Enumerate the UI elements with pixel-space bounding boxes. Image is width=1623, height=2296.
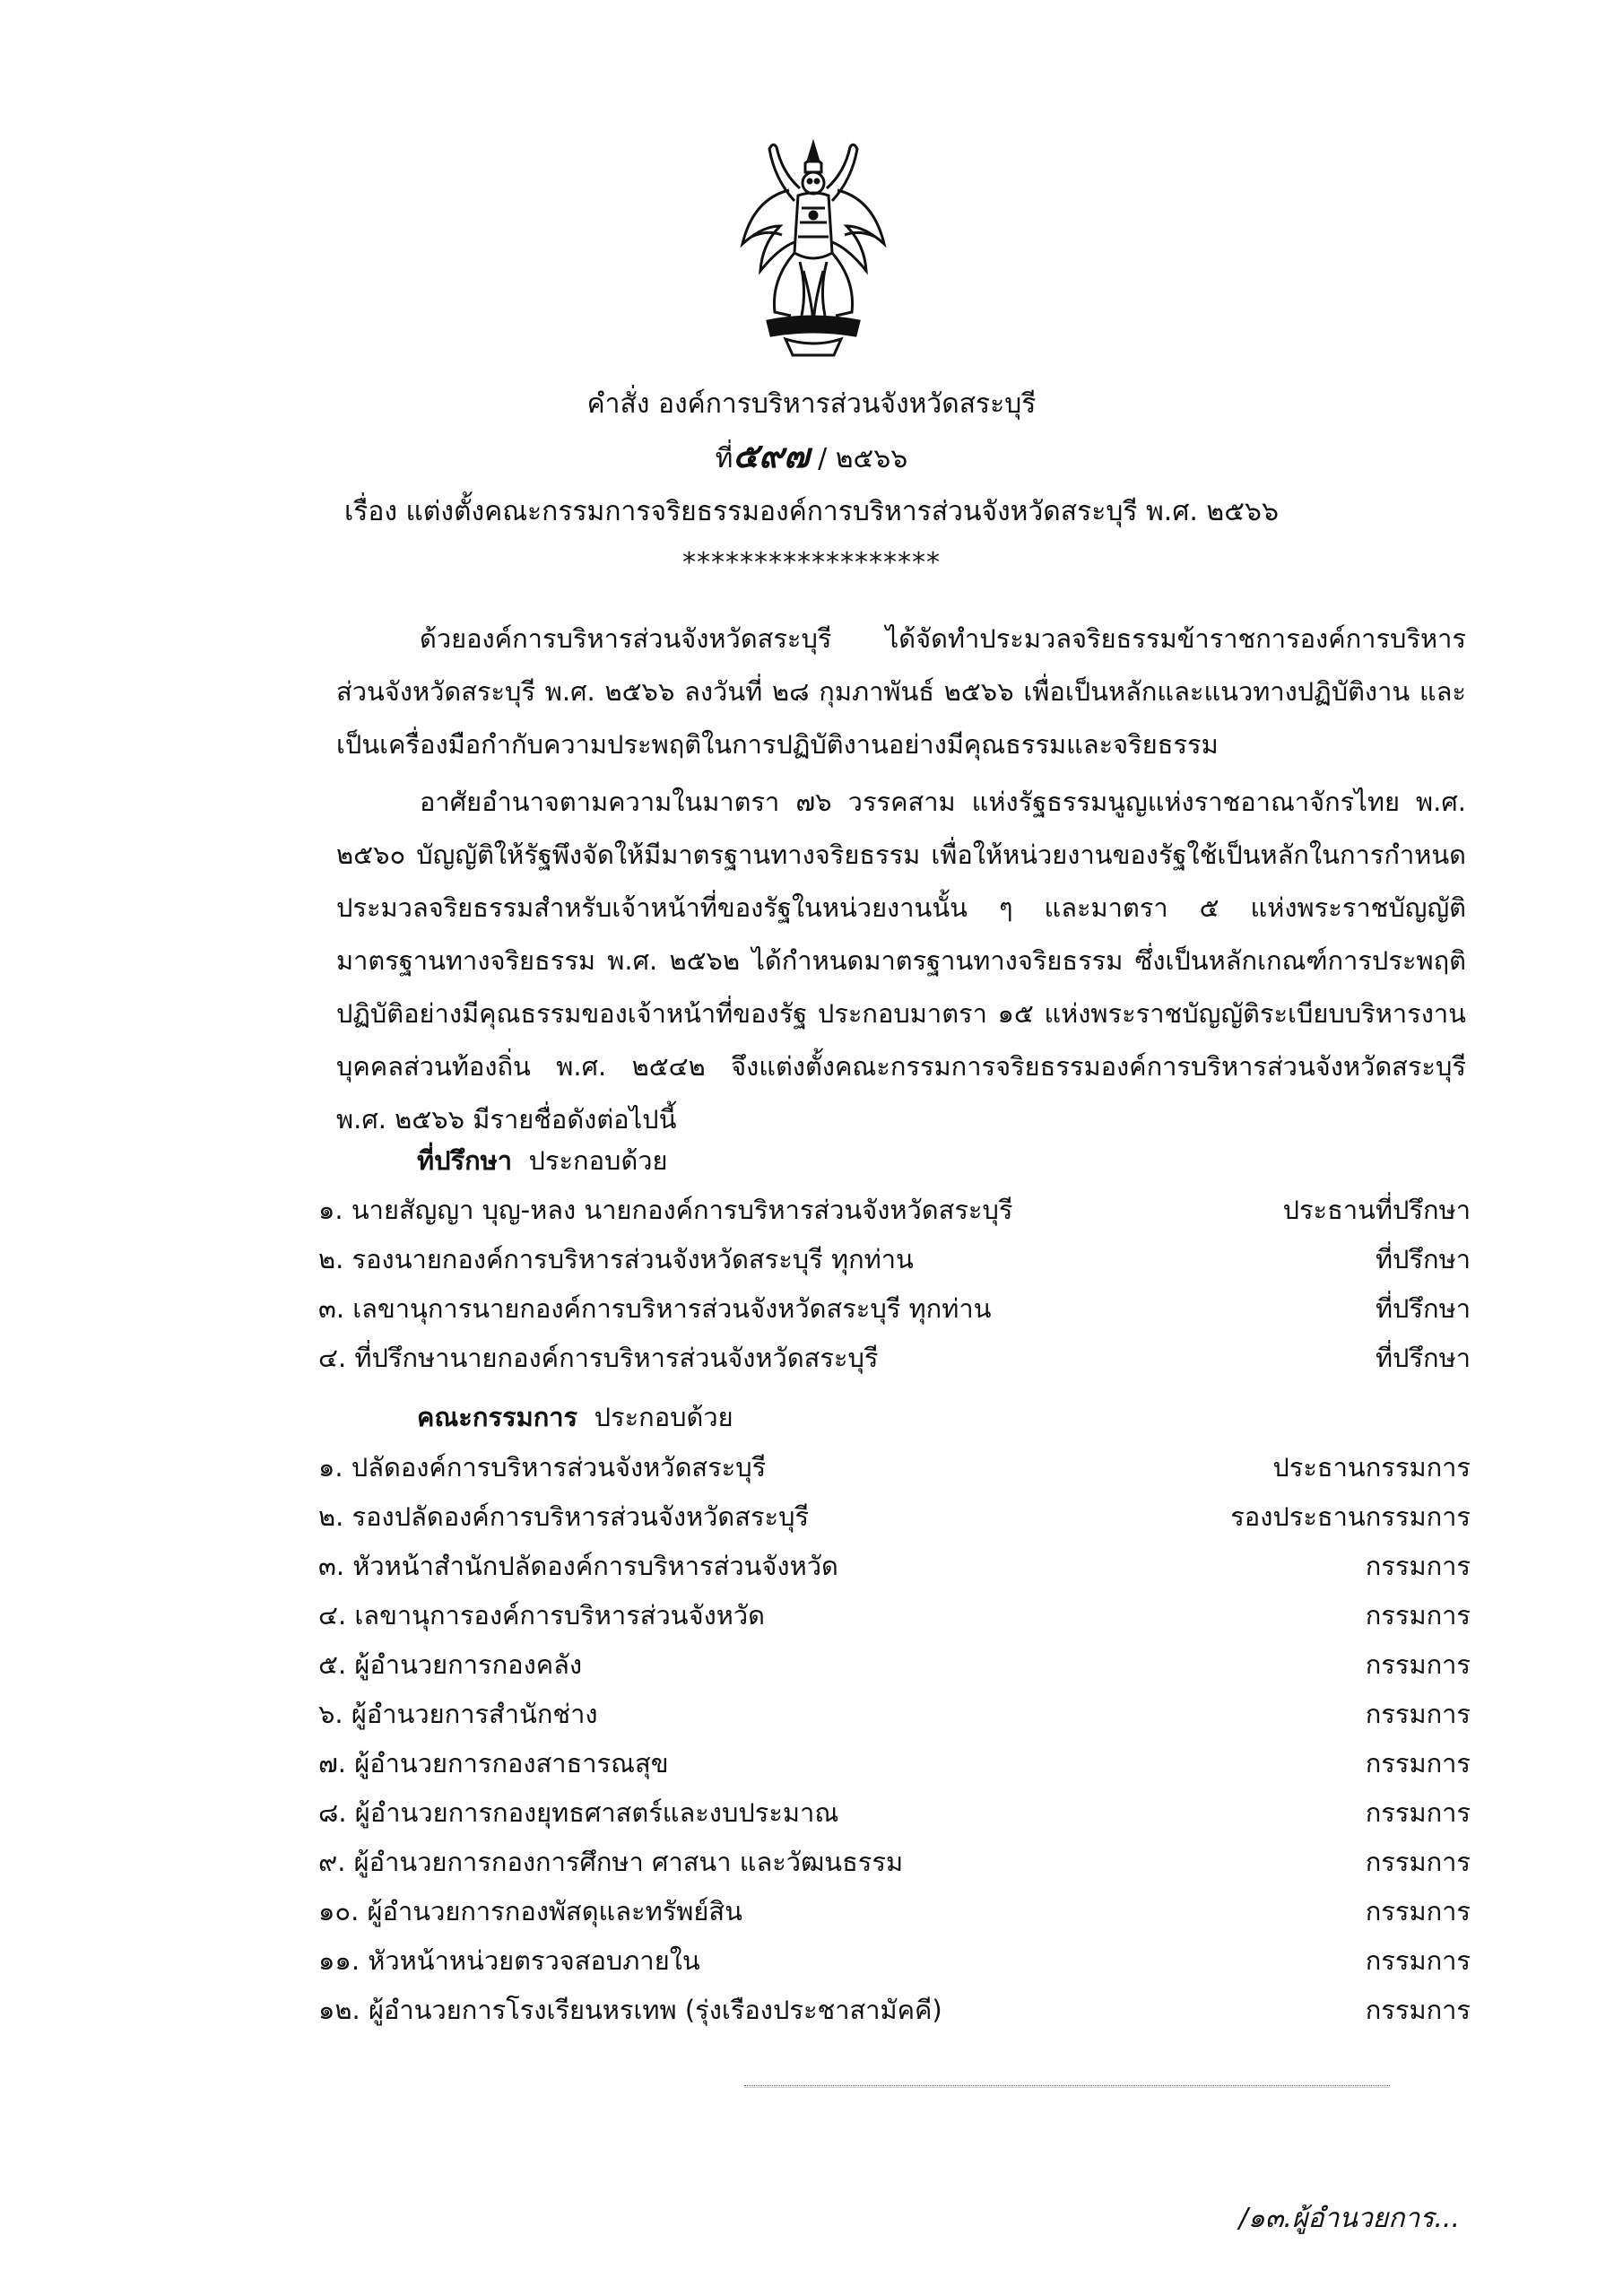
list-item-text: ๑. ปลัดองค์การบริหารส่วนจังหวัดสระบุรี [318, 1452, 767, 1483]
list-item-text: ๓. หัวหน้าสำนักปลัดองค์การบริหารส่วนจังหวัด [318, 1551, 838, 1581]
committee-heading [417, 1397, 733, 1437]
list-item [318, 1788, 1471, 1837]
order-number-line [0, 435, 1623, 480]
list-item-text: ๘. ผู้อำนวยการกองยุทธศาสตร์และงบประมาณ [318, 1797, 839, 1828]
list-item-role: กรรมการ [1365, 1945, 1471, 1976]
list-item-text: ๑๑. หัวหน้าหน่วยตรวจสอบภายใน [318, 1945, 700, 1976]
list-item [318, 1235, 1471, 1283]
list-item [318, 1591, 1471, 1639]
signature-line-shadow [744, 2087, 1390, 2088]
list-item-role: กรรมการ [1365, 1847, 1471, 1877]
list-item-text: ๑๐. ผู้อำนวยการกองพัสดุและทรัพย์สิน [318, 1896, 742, 1926]
list-item-text: ๔. เลขานุการองค์การบริหารส่วนจังหวัด [318, 1600, 765, 1631]
list-item [318, 1334, 1471, 1382]
list-item [318, 1936, 1471, 1985]
list-item [318, 1887, 1471, 1935]
list-item-role: ที่ปรึกษา [1375, 1244, 1471, 1274]
list-item-role: ที่ปรึกษา [1375, 1343, 1471, 1373]
list-item-text: ๕. ผู้อำนวยการกองคลัง [318, 1649, 583, 1680]
advisors-heading [417, 1141, 668, 1180]
list-item [318, 1443, 1471, 1492]
list-item-role: กรรมการ [1365, 1896, 1471, 1926]
order-year: / ๒๕๖๖ [818, 443, 908, 474]
list-item [318, 1542, 1471, 1590]
list-item-text: ๖. ผู้อำนวยการสำนักช่าง [318, 1699, 598, 1729]
list-item-text: ๙. ผู้อำนวยการกองการศึกษา ศาสนา และวัฒนธรรม [318, 1847, 904, 1877]
advisors-heading-label: ที่ปรึกษา [417, 1145, 513, 1176]
committee-heading-label: คณะกรรมการ [417, 1402, 578, 1432]
list-item [318, 1690, 1471, 1738]
paragraph-authority [336, 776, 1466, 1146]
list-item-text: ๗. ผู้อำนวยการกองสาธารณสุข [318, 1748, 669, 1779]
list-item-text: ๑. นายสัญญา บุญ-หลง นายกองค์การบริหารส่วนจังหวัดสระบุรี [318, 1195, 1013, 1225]
list-item-role: กรรมการ [1365, 1600, 1471, 1631]
list-item-role: กรรมการ [1365, 1649, 1471, 1680]
list-item-role: ประธานที่ปรึกษา [1282, 1195, 1471, 1225]
list-item [318, 1739, 1471, 1787]
signature-line [744, 2085, 1390, 2086]
order-prefix: ที่ [715, 443, 733, 474]
list-item [318, 1284, 1471, 1333]
list-item [318, 1492, 1471, 1541]
separator-stars: ****************** [682, 547, 941, 578]
list-item-text: ๑๒. ผู้อำนวยการโรงเรียนหรเทพ (รุ่งเรืองประชาสามัคคี) [318, 1995, 942, 2025]
list-item [318, 1640, 1471, 1689]
list-item [318, 1838, 1471, 1886]
list-item-role: กรรมการ [1365, 1748, 1471, 1779]
committee-heading-suffix: ประกอบด้วย [594, 1402, 733, 1432]
list-item-text: ๔. ที่ปรึกษานายกองค์การบริหารส่วนจังหวัดสระบุรี [318, 1343, 879, 1373]
list-item-text: ๒. รองนายกองค์การบริหารส่วนจังหวัดสระบุรี ทุกท่าน [318, 1244, 914, 1274]
paragraph-intro [336, 613, 1466, 771]
list-item [318, 1186, 1471, 1234]
list-item-role: ประธานกรรมการ [1272, 1452, 1471, 1483]
order-number-handwritten: ๕๙๗ [733, 436, 810, 475]
list-item-role: กรรมการ [1365, 1551, 1471, 1581]
list-item-role: กรรมการ [1365, 1995, 1471, 2025]
list-item-role: รองประธานกรรมการ [1230, 1501, 1471, 1532]
list-item-role: ที่ปรึกษา [1375, 1293, 1471, 1324]
list-item-text: ๓. เลขานุการนายกองค์การบริหารส่วนจังหวัดสระบุรี ทุกท่าน [318, 1293, 992, 1324]
advisors-heading-suffix: ประกอบด้วย [528, 1145, 668, 1176]
paragraph-intro-text: ด้วยองค์การบริหารส่วนจังหวัดสระบุรี ได้จัดทำประมวลจริยธรรมข้าราชการองค์การบริหารส่วนจังหวัดสระบุรี พ.ศ. ๒๕๖๖ ลงวันที่ ๒๘ กุมภาพันธ์ ๒๕๖๖ เพื่อเป็นหลักและแนวทางปฏิบัติงาน และเป็นเครื่องมือกำกับความประพฤติในการปฏิบัติงานอย่างมีคุณธรรมและจริยธรรม [336, 623, 1466, 760]
order-subject: เรื่อง แต่งตั้งคณะกรรมการจริยธรรมองค์การบริหารส่วนจังหวัดสระบุรี พ.ศ. ๒๕๖๖ [343, 496, 1280, 527]
list-item-role: กรรมการ [1365, 1699, 1471, 1729]
list-item [318, 1986, 1471, 2034]
order-title: คำสั่ง องค์การบริหารส่วนจังหวัดสระบุรี [586, 388, 1037, 420]
garuda-emblem-icon [735, 136, 892, 361]
list-item-text: ๒. รองปลัดองค์การบริหารส่วนจังหวัดสระบุรี [318, 1501, 810, 1532]
page-continuation: /๑๓.ผู้อำนวยการ... [1238, 2203, 1460, 2234]
paragraph-authority-text: อาศัยอำนาจตามความในมาตรา ๗๖ วรรคสาม แห่งรัฐธรรมนูญแห่งราชอาณาจักรไทย พ.ศ. ๒๕๖๐ บัญญัติให้รัฐพึงจัดให้มีมาตรฐานทางจริยธรรม เพื่อให้หน่วยงานของรัฐใช้เป็นหลักในการกำหนดประมวลจริยธรรมสำหรับเจ้าหน้าที่ของรัฐในหน่วยงานนั้น ๆ และมาตรา ๕ แห่งพระราชบัญญัติมาตรฐานทางจริยธรรม พ.ศ. ๒๕๖๒ ได้กำหนดมาตรฐานทางจริยธรรม ซึ่งเป็นหลักเกณฑ์การประพฤติปฏิบัติอย่างมีคุณธรรมของเจ้าหน้าที่ของรัฐ ประกอบมาตรา ๑๕ แห่งพระราชบัญญัติระเบียบบริหารงานบุคคลส่วนท้องถิ่น พ.ศ. ๒๕๔๒ จึงแต่งตั้งคณะกรรมการจริยธรรมองค์การบริหารส่วนจังหวัดสระบุรี พ.ศ. ๒๕๖๖ มีรายชื่อดังต่อไปนี้ [336, 787, 1466, 1135]
list-item-role: กรรมการ [1365, 1797, 1471, 1828]
